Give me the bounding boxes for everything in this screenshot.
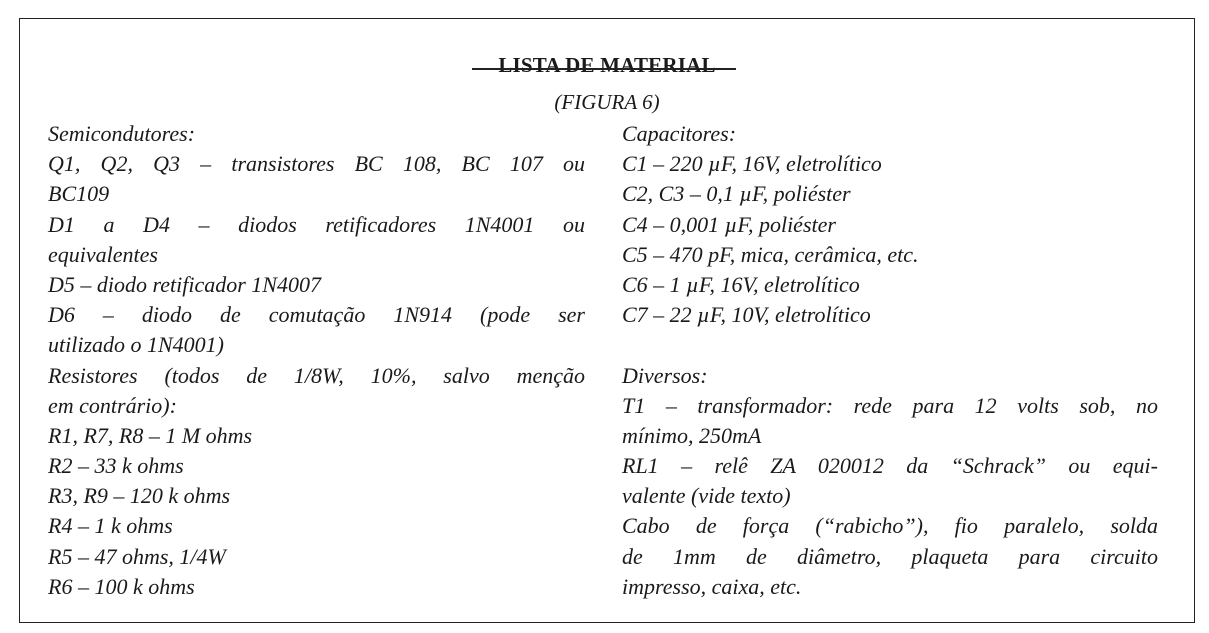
resistor-r3: R3, R9 – 120 k ohms [48, 483, 231, 509]
resistores-line-1: Resistores (todos de 1/8W, 10%, salvo menção [48, 362, 585, 388]
diode-d6-line-2: utilizado o 1N4001) [48, 332, 225, 358]
power-cable-line-1: Cabo de força (“rabicho”), fio paralelo, solda [622, 513, 1158, 539]
right-column [622, 119, 1158, 602]
relay-line-2: valente (vide texto) [622, 483, 791, 509]
diode-d5: D5 – diodo retificador 1N4007 [48, 271, 321, 297]
left-column [48, 119, 585, 602]
diode-d6-line-1: D6 – diodo de comutação 1N914 (pode ser [48, 302, 585, 328]
diodes-d1-d4-line-1: D1 a D4 – diodos retificadores 1N4001 ou [48, 211, 585, 237]
transistors-line-2: BC109 [48, 181, 110, 207]
resistores-line-2: em contrário): [48, 392, 177, 418]
capacitor-c1: C1 – 220 µF, 16V, eletrolítico [622, 151, 882, 177]
resistor-r4: R4 – 1 k ohms [48, 513, 173, 539]
material-list-box [19, 18, 1195, 623]
transformer-line-2: mínimo, 250mA [622, 422, 762, 448]
title-underline [472, 68, 736, 70]
capacitor-c2: C2, C3 – 0,1 µF, poliéster [622, 181, 851, 207]
capacitor-c6: C6 – 1 µF, 16V, eletrolítico [622, 271, 860, 297]
figure-reference: (FIGURA 6) [554, 90, 660, 114]
transformer-line-1: T1 – transformador: rede para 12 volts sob, no [622, 392, 1158, 418]
capacitor-c7: C7 – 22 µF, 10V, eletrolítico [622, 302, 871, 328]
power-cable-line-2: de 1mm de diâmetro, plaqueta para circuito [622, 543, 1158, 569]
section-spacer [622, 330, 1158, 360]
capacitor-c5: C5 – 470 pF, mica, cerâmica, etc. [622, 241, 919, 267]
resistor-r5: R5 – 47 ohms, 1/4W [48, 543, 226, 569]
diversos-heading: Diversos: [622, 362, 708, 388]
relay-line-1: RL1 – relê ZA 020012 da “Schrack” ou equi- [622, 453, 1158, 479]
resistor-r2: R2 – 33 k ohms [48, 453, 184, 479]
transistors-line-1: Q1, Q2, Q3 – transistores BC 108, BC 107 ou [48, 151, 585, 177]
document-title: LISTA DE MATERIAL [498, 53, 716, 77]
capacitor-c4: C4 – 0,001 µF, poliéster [622, 211, 836, 237]
resistor-r1: R1, R7, R8 – 1 M ohms [48, 422, 253, 448]
semicondutores-heading: Semicondutores: [48, 121, 196, 146]
power-cable-line-3: impresso, caixa, etc. [622, 573, 802, 599]
capacitores-heading: Capacitores: [622, 121, 737, 146]
diodes-d1-d4-line-2: equivalentes [48, 241, 158, 267]
resistor-r6: R6 – 100 k ohms [48, 573, 195, 599]
